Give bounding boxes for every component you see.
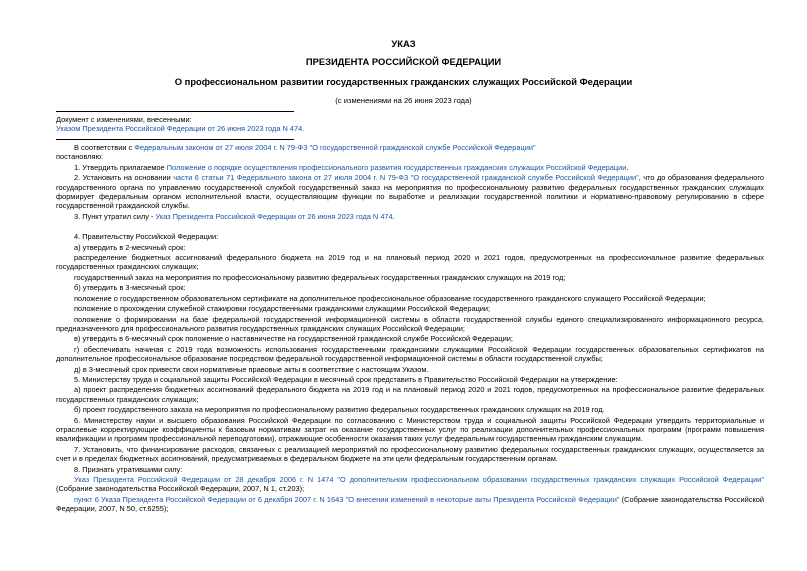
p4-a2: государственный заказ на мероприятия по профессиональному развитию федеральных государственных гражданских служащих на 2019 год; [74,272,566,282]
amend-note: (с изменениями на 26 июня 2023 года) [335,96,472,105]
p4-b: б) утвердить в 3-месячный срок: [74,283,186,293]
doc-issuer: ПРЕЗИДЕНТА РОССИЙСКОЙ ФЕДЕРАЦИИ [305,56,502,67]
p4-a: а) утвердить в 2-месячный срок: [74,242,186,252]
main-text [56,143,764,514]
preamble-post: постановляю: [56,152,104,162]
p5-head: 5. Министерству труда и социальной защиты Российской Федерации в месячный срок представить в Правительство Российской Федерации на утверждение: [74,374,618,384]
p4-b3: положение о формировании на базе федеральной государственной информационной системы в области государственной службы единого специализированного информационного ресурса, предназначенного для профессионального развития государственных гражданских служащих Российской Федерации; [56,314,764,333]
p4-b2: положение о прохождении служебной стажировки государственными гражданскими служащими Российской Федерации; [74,304,491,314]
p5-a: а) проект распределения бюджетных ассигнований федерального бюджета на 2019 год и на плановый период 2020 и 2021 годов, предусмотренных на профессиональное развитие федеральных государственных гражданских служащих; [56,385,764,404]
p3-post: . [392,211,395,221]
p2-pre: 2. Установить на основании [74,173,171,183]
p4-g: г) обеспечивать начиная с 2019 года возможность использования государственными гражданскими служащими Российской Федерации государственных образовательных сертификатов на дополнительное профессиональное образование посредством федеральной государственной информационной системы в области государственной службы; [56,344,764,364]
p4-v: в) утвердить в 6-месячный срок положение о наставничестве на государственной гражданской службе Российской Федерации; [74,334,513,344]
preamble-law-link[interactable]: Федеральным законом от 27 июля 2004 г. N 79-ФЗ "О государственной гражданской службе Российской Федерации" [134,143,536,152]
divider-top [56,111,294,112]
p2-link[interactable]: части 6 статьи 71 Федерального закона от 27 июля 2004 г. N 79-ФЗ "О государственной гражданской службе Российской Федерации" [173,173,639,183]
p8-head: 8. Признать утратившими силу: [74,464,183,474]
p1-post: . [626,162,629,172]
changes-link[interactable]: Указом Президента Российской Федерации от 26 июня 2023 года N 474. [56,124,305,134]
changes-block [56,115,764,134]
p5-b: б) проект государственного заказа на мероприятия по профессиональному развитию федеральных государственных гражданских служащих на 2019 год. [74,405,605,415]
changes-intro: Документ с изменениями, внесенными: [56,115,192,124]
p3-link[interactable]: Указ Президента Российской Федерации от 26 июня 2023 года N 474 [155,211,393,221]
p8-item2-post: (Собрание законодательства Российской Федерации, 2007, N 50, ст.6255); [56,494,764,514]
p2-post: , что до образования федерального государственного органа по управлению государственной службой государственный заказ на мероприятия по профессиональному развитию федеральных государственных гражданских служащих формирует федеральным органом исполнительной власти, осуществляющим функции по выработке и реализации государственной политики и нормативно-правовому регулированию в сфере государственной гражданской службы. [56,173,764,211]
p4-b1: положение о государственном образовательном сертификате на дополнительное профессиональное образование государственного гражданского служащего Российской Федерации; [74,293,706,303]
p3-pre: 3. Пункт утратил силу - [74,211,154,221]
p4-d: д) в 3-месячный срок привести свои нормативные правовые акты в соответствие с настоящим Указом. [74,364,429,374]
p8-item2-link[interactable]: пункт 6 Указа Президента Российской Федерации от 6 декабря 2007 г. N 1643 "О внесении изменений в некоторые акты Президента Российской Федерации" [74,494,620,504]
p1-pre: 1. Утвердить прилагаемое [74,162,165,172]
p7: 7. Установить, что финансирование расходов, связанных с реализацией мероприятий по профессиональному развитию федеральных государственных гражданских служащих, осуществляется за счет и в пределах бюджетных ассигнований, предусматриваемых в федеральном бюджете на эти цели федеральным государственным органам. [56,444,764,464]
doc-title: О профессиональном развитии государственных гражданских служащих Российской Федерации [174,76,633,87]
doc-type: УКАЗ [391,38,416,49]
preamble-pre: В соответствии с [74,143,133,152]
p8-item1-post: (Собрание законодательства Российской Федерации, 2007, N 1, ст.203); [56,484,305,494]
divider-bottom [56,139,294,140]
p8-item1-link[interactable]: Указ Президента Российской Федерации от 28 декабря 2006 г. N 1474 "О дополнительном профессиональном образовании государственных гражданских служащих Российской Федерации" [74,475,764,484]
p4-head: 4. Правительству Российской Федерации: [74,232,219,242]
p4-a1: распределение бюджетных ассигнований федерального бюджета на 2019 год и на плановый период 2020 и 2021 годов, предусмотренных на профессиональное развитие федеральных государственных гражданских служащих; [56,253,764,272]
p1-link[interactable]: Положение о порядке осуществления профессионального развития государственных гражданских служащих Российской Федерации [166,162,627,172]
p6: 6. Министерству науки и высшего образования Российской Федерации по согласованию с Министерством труда и социальной защиты Российской Федерации утвердить территориальные и отраслевые корректирующие коэффициенты к базовым нормативам затрат на оказание государственных услуг по реализации дополнительных профессиональных программ (программ повышения квалификации и программ профессиональной переподготовки), отражающие особенности оказания таких услуг федеральным государственным гражданским служащим. [56,415,764,444]
